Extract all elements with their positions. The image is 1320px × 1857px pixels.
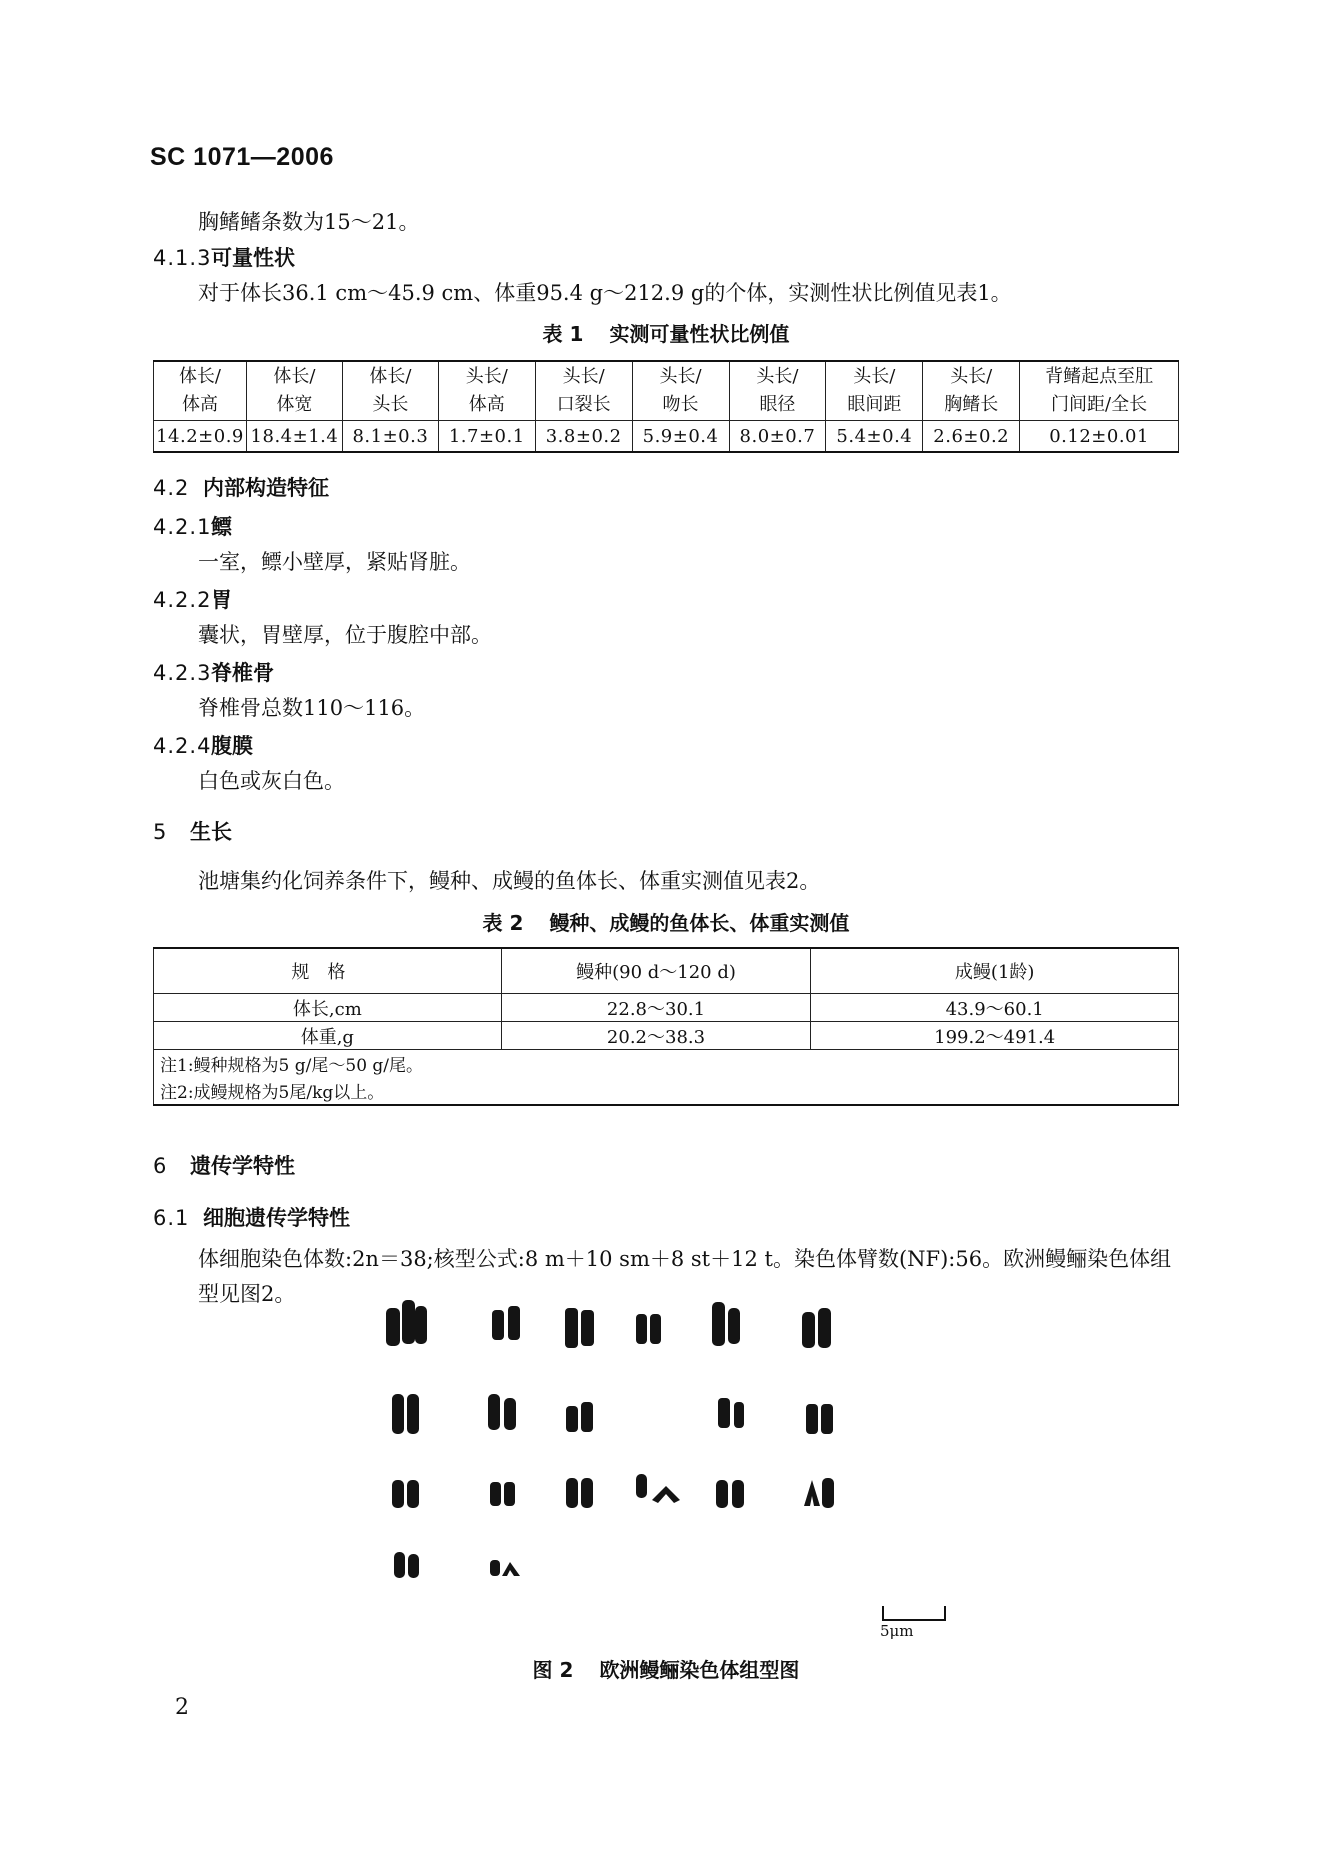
chromosome-pair — [490, 1560, 520, 1576]
table2-adult-value: 199.2～491.4 — [811, 1022, 1179, 1050]
table1-header-cell: 头长/ 口裂长 — [535, 361, 632, 421]
section-4-2-1-heading — [153, 515, 232, 540]
table1-value-cell: 2.6±0.2 — [923, 421, 1020, 453]
table1-measurable-traits — [153, 360, 1179, 453]
table1-caption-number: 表 1 — [542, 322, 584, 346]
section-4-2-4-text: 白色或灰白色。 — [198, 769, 345, 793]
table1-value-cell: 1.7±0.1 — [438, 421, 535, 453]
section-number: 5 — [153, 820, 168, 844]
section-title: 腹膜 — [211, 734, 253, 758]
section-4-2-3-heading — [153, 661, 274, 686]
table1-value-cell: 14.2±0.9 — [154, 421, 247, 453]
chromosome-pair — [806, 1404, 833, 1434]
section-6-1-heading — [153, 1206, 350, 1231]
table1-header-cell: 头长/ 吻长 — [632, 361, 729, 421]
section-title: 胃 — [211, 588, 232, 612]
table1-header-cell: 头长/ 体高 — [438, 361, 535, 421]
standard-number-header: SC 1071—2006 — [150, 143, 334, 171]
table2-header-adult: 成鳗(1龄) — [811, 948, 1179, 994]
table1-header-row — [154, 361, 1179, 421]
chromosome-pair — [712, 1302, 740, 1346]
chromosome-pair — [566, 1478, 593, 1508]
section-title: 细胞遗传学特性 — [203, 1206, 350, 1230]
section-4-1-3-text: 对于体长36.1 cm～45.9 cm、体重95.4 g～212.9 g的个体，实测性状比例值见表1。 — [198, 281, 1012, 305]
page-number: 2 — [175, 1695, 189, 1720]
table2-note: 注2:成鳗规格为5尾/kg以上。 — [154, 1077, 1179, 1105]
table1-value-row — [154, 421, 1179, 453]
table2-juvenile-value: 22.8～30.1 — [501, 994, 811, 1022]
chromosome-pair — [392, 1480, 419, 1508]
table1-header-cell: 体长/ 体宽 — [246, 361, 342, 421]
chromosome-pair — [802, 1308, 831, 1348]
karyotype-figure — [360, 1300, 960, 1650]
figure2-caption — [153, 1654, 1179, 1683]
chromosome-pair — [718, 1398, 744, 1428]
section-number: 4.2.1 — [153, 515, 212, 539]
table1-header-cell: 体长/ 头长 — [342, 361, 438, 421]
chromosome-pair — [565, 1308, 594, 1348]
table2-row-label: 体重,g — [154, 1022, 502, 1050]
chromosome-pair — [636, 1474, 680, 1503]
section-number: 4.2.3 — [153, 661, 212, 685]
section-title: 遗传学特性 — [190, 1154, 295, 1178]
chromosome-pair — [492, 1306, 520, 1340]
chromosome-pair — [490, 1482, 515, 1506]
chromosome-pair — [392, 1394, 419, 1434]
chromosome-pair — [488, 1394, 516, 1430]
section-title: 鳔 — [211, 515, 232, 539]
scale-bar-label: 5μm — [880, 1622, 914, 1640]
table1-header-cell: 头长/ 胸鳍长 — [923, 361, 1020, 421]
section-number: 6.1 — [153, 1206, 190, 1230]
table2-header-row — [154, 948, 1179, 994]
table1-value-cell: 18.4±1.4 — [246, 421, 342, 453]
table1-header-cell: 体长/ 体高 — [154, 361, 247, 421]
section-4-2-3-text: 脊椎骨总数110～116。 — [198, 696, 426, 720]
figure2-caption-title: 欧洲鳗鲡染色体组型图 — [599, 1658, 800, 1682]
section-4-1-3-heading — [153, 246, 295, 271]
section-title: 脊椎骨 — [211, 661, 274, 685]
chromosome-pair — [386, 1300, 427, 1346]
table2-note-row — [154, 1077, 1179, 1105]
table2-header-spec: 规格 — [154, 948, 502, 994]
table2-growth — [153, 947, 1179, 1106]
chromosome-pair — [566, 1402, 593, 1432]
section-4-2-1-text: 一室，鳔小壁厚，紧贴肾脏。 — [198, 550, 471, 574]
table1-value-cell: 0.12±0.01 — [1020, 421, 1179, 453]
section-6-1-text: 体细胞染色体数:2n＝38;核型公式:8 m＋10 sm＋8 st＋12 t。染色体臂数(NF):56。欧洲鳗鲡染色体组型见图2。 — [198, 1247, 1172, 1306]
table1-header-cell: 背鳍起点至肛 门间距/全长 — [1020, 361, 1179, 421]
table2-juvenile-value: 20.2～38.3 — [501, 1022, 811, 1050]
section-5-text: 池塘集约化饲养条件下，鳗种、成鳗的鱼体长、体重实测值见表2。 — [198, 869, 821, 893]
table1-header-cell: 头长/ 眼间距 — [826, 361, 923, 421]
table1-value-cell: 5.4±0.4 — [826, 421, 923, 453]
table2-row-label: 体长,cm — [154, 994, 502, 1022]
chromosome-pair — [394, 1552, 419, 1578]
section-number: 6 — [153, 1154, 168, 1178]
section-4-2-2-text: 囊状，胃壁厚，位于腹腔中部。 — [198, 623, 492, 647]
chromosome-pair — [716, 1480, 744, 1508]
section-5-heading — [153, 820, 232, 845]
table2-caption-number: 表 2 — [482, 911, 524, 935]
pectoral-fin-ray-text: 胸鳍鳍条数为15～21。 — [198, 210, 420, 234]
section-title: 内部构造特征 — [203, 476, 329, 500]
table1-value-cell: 5.9±0.4 — [632, 421, 729, 453]
section-4-2-4-heading — [153, 734, 253, 759]
table2-caption-title: 鳗种、成鳗的鱼体长、体重实测值 — [549, 911, 850, 935]
chromosome-pair — [636, 1314, 661, 1344]
table2-note: 注1:鳗种规格为5 g/尾～50 g/尾。 — [154, 1050, 1179, 1078]
section-number: 4.1.3 — [153, 246, 212, 270]
table1-value-cell: 8.1±0.3 — [342, 421, 438, 453]
section-number: 4.2.2 — [153, 588, 212, 612]
table1-caption-title: 实测可量性状比例值 — [609, 322, 790, 346]
table2-row — [154, 1022, 1179, 1050]
chromosome-pair — [804, 1478, 834, 1508]
table1-header-cell: 头长/ 眼径 — [729, 361, 826, 421]
table2-caption — [153, 907, 1179, 936]
section-number: 4.2 — [153, 476, 190, 500]
section-6-heading — [153, 1154, 295, 1179]
table2-adult-value: 43.9～60.1 — [811, 994, 1179, 1022]
table2-row — [154, 994, 1179, 1022]
figure2-caption-number: 图 2 — [532, 1658, 574, 1682]
table1-caption — [153, 318, 1179, 347]
section-number: 4.2.4 — [153, 734, 212, 758]
section-4-2-heading — [153, 476, 329, 501]
table1-value-cell: 3.8±0.2 — [535, 421, 632, 453]
section-4-2-2-heading — [153, 588, 232, 613]
table1-value-cell: 8.0±0.7 — [729, 421, 826, 453]
section-title: 生长 — [190, 820, 232, 844]
table2-header-juvenile: 鳗种(90 d～120 d) — [501, 948, 811, 994]
table2-note-row — [154, 1050, 1179, 1078]
section-title: 可量性状 — [211, 246, 295, 270]
